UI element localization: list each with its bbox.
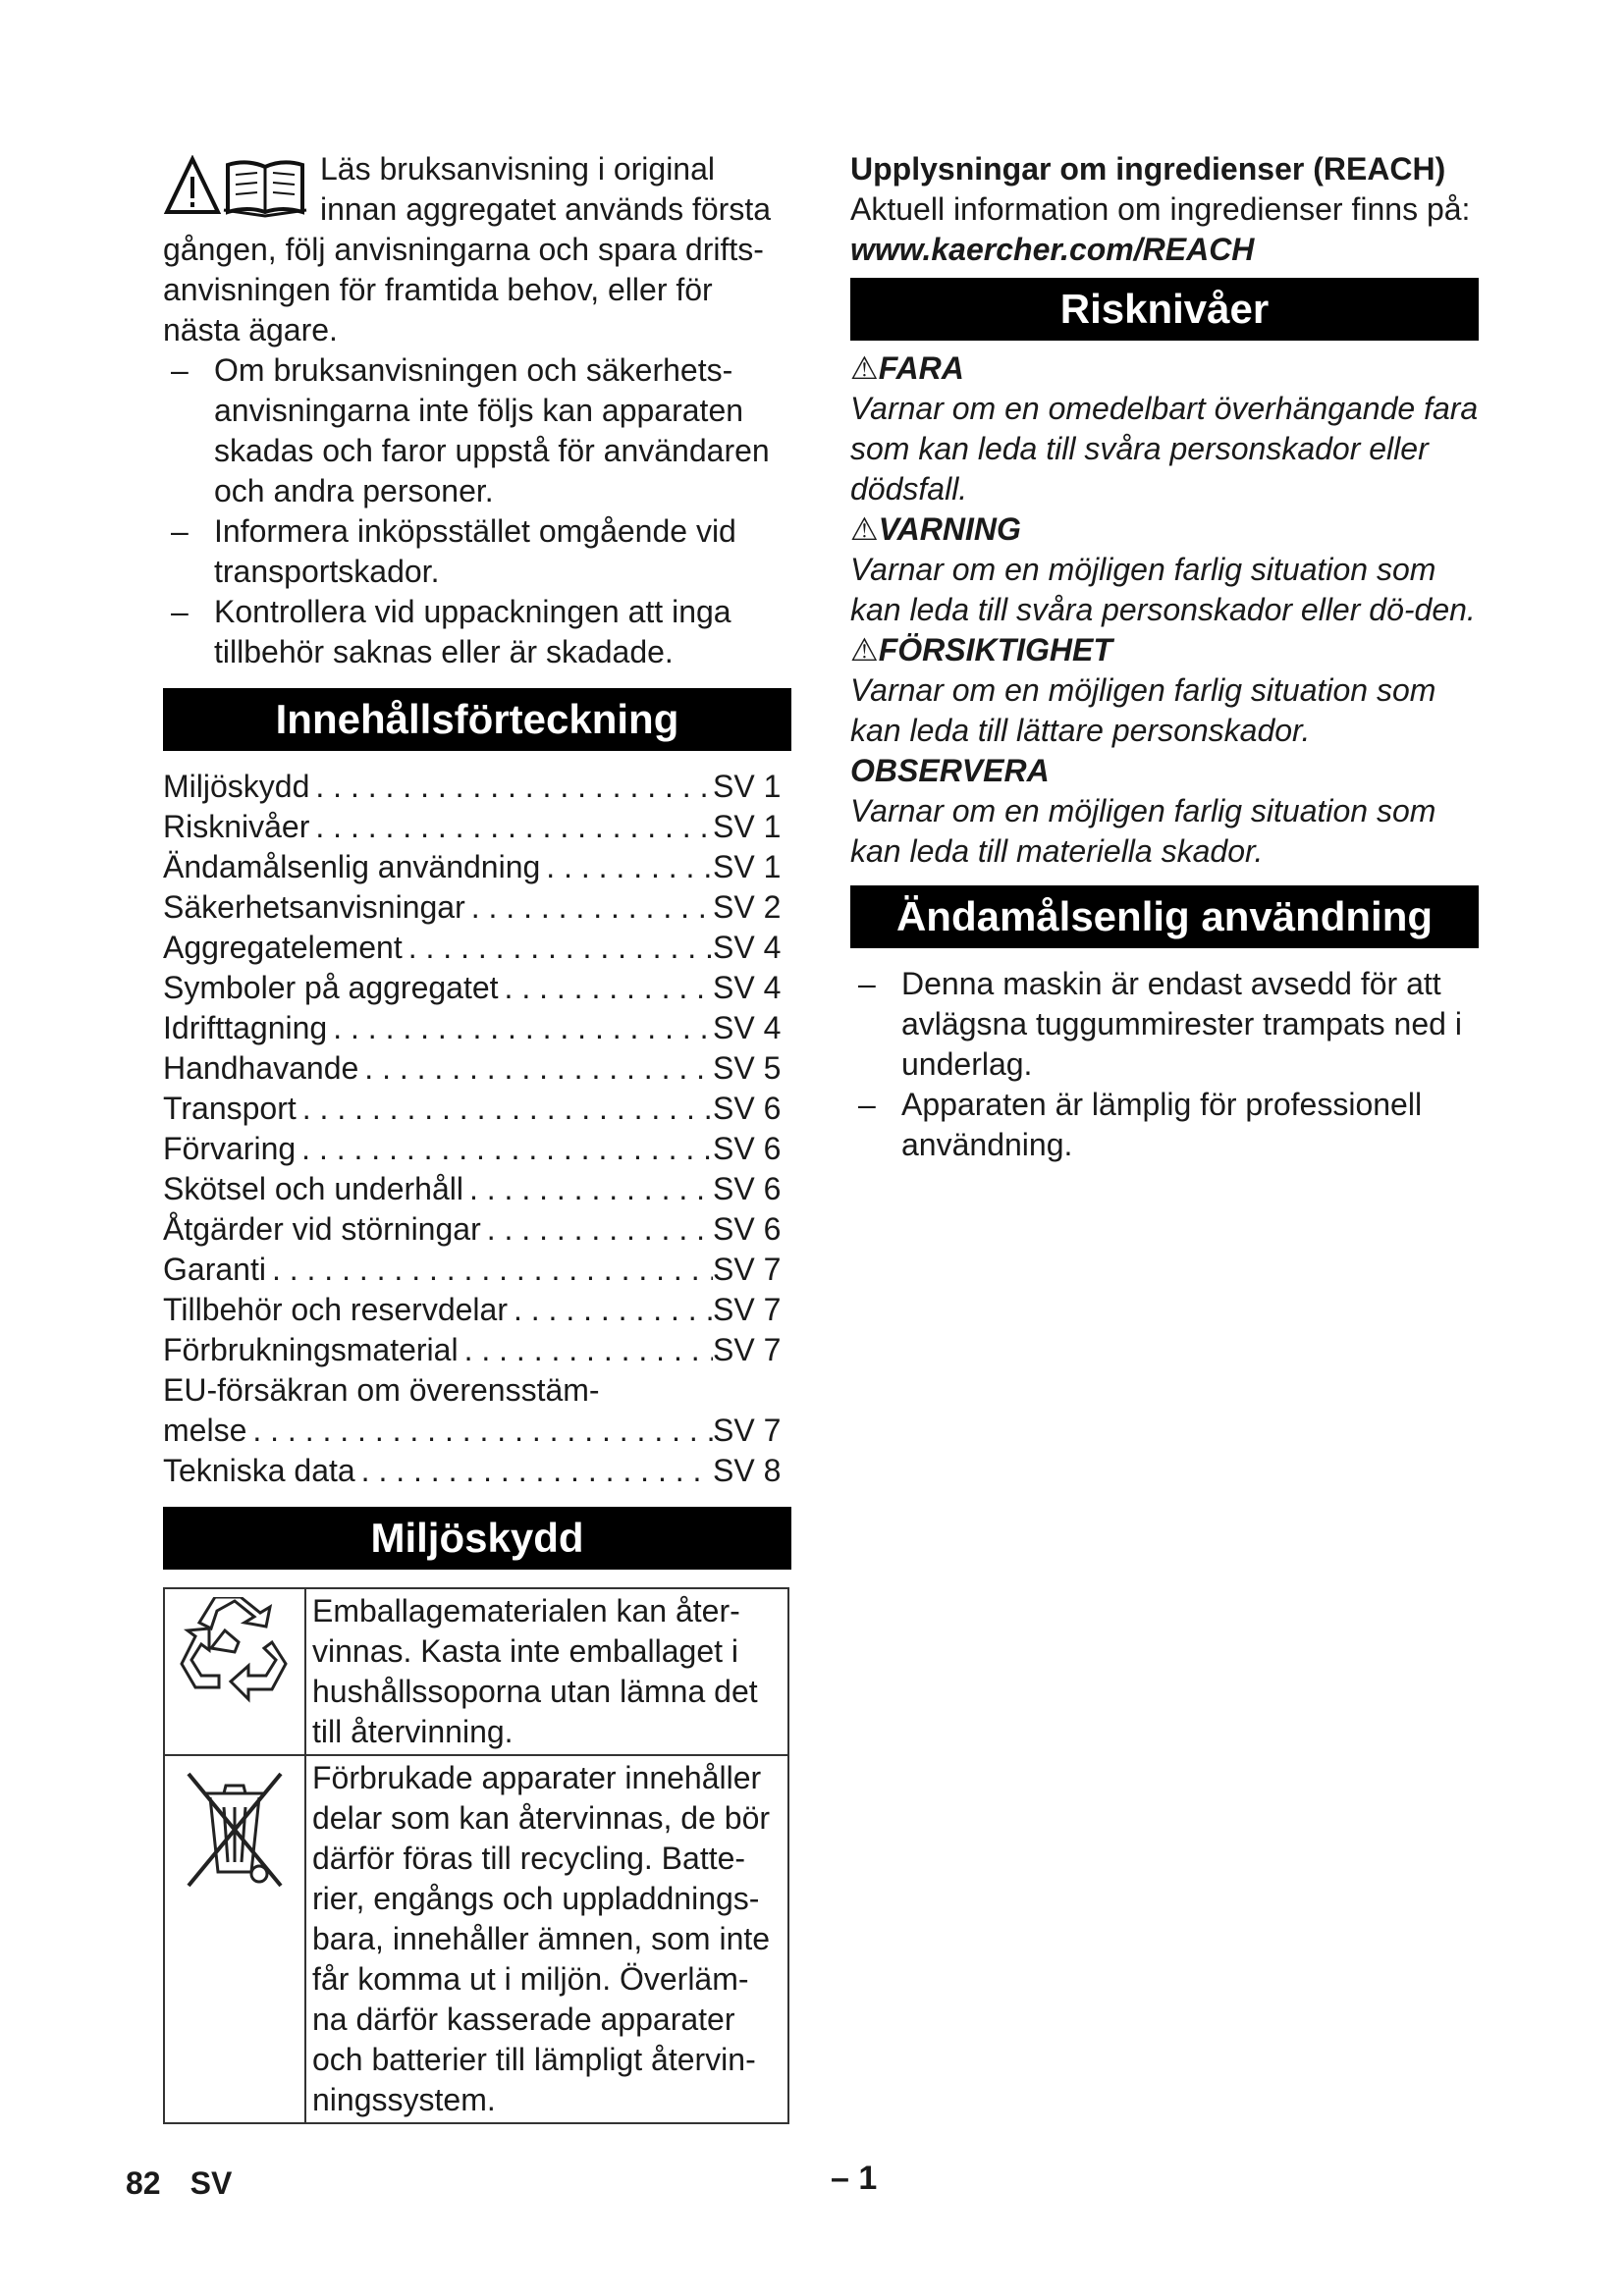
list-item: – Informera inköpsstället omgående vid transportskador.	[163, 511, 791, 592]
warning-triangle-icon	[167, 159, 218, 212]
toc-item[interactable]: Idrifttagning . . . SV 4	[163, 1008, 791, 1048]
intro-section	[163, 149, 791, 350]
language-code: SV	[189, 2165, 233, 2201]
section-page-number: – 1	[831, 2160, 878, 2197]
warning-and-manual-icon	[163, 155, 310, 218]
toc-item[interactable]: Miljöskydd . . . SV 1	[163, 767, 791, 807]
toc-item[interactable]: Skötsel och underhåll . . . SV 6	[163, 1169, 791, 1209]
manual-book-icon	[224, 162, 306, 216]
toc-item[interactable]: Aggregatelement . . . SV 4	[163, 928, 791, 968]
toc-item[interactable]: EU-försäkran om överensstäm- melse . . . SV 7	[163, 1370, 791, 1451]
risk-level: ⚠FÖRSIKTIGHET Varnar om en möjligen farlig situation som kan leda till lättare personskador.	[850, 632, 1436, 748]
use-heading: Ändamålsenlig användning	[850, 885, 1479, 948]
right-column	[850, 149, 1479, 1165]
reach-link[interactable]: www.kaercher.com/REACH	[850, 232, 1255, 267]
list-item: – Kontrollera vid uppackningen att inga tillbehör saknas eller är skadade.	[163, 592, 791, 672]
environment-text: Emballagematerialen kan åter-vinnas. Kasta inte emballaget i hushållssoporna utan lämna det till återvinning.	[305, 1588, 788, 1755]
toc-item[interactable]: Garanti . . . SV 7	[163, 1250, 791, 1290]
risk-level: OBSERVERA Varnar om en möjligen farlig situation som kan leda till materiella skador.	[850, 753, 1436, 869]
left-column	[163, 149, 791, 2124]
page-footer	[126, 2165, 232, 2202]
toc-item[interactable]: Transport . . . SV 6	[163, 1089, 791, 1129]
toc-item[interactable]: Åtgärder vid störningar . . . SV 6	[163, 1209, 791, 1250]
risk-level: ⚠VARNING Varnar om en möjligen farlig situation som kan leda till svåra personskador eller dö-den.	[850, 511, 1476, 627]
toc-item[interactable]: Tekniska data . . . SV 8	[163, 1451, 791, 1491]
recycling-icon	[176, 1597, 294, 1705]
toc-item[interactable]: Risknivåer . . . SV 1	[163, 807, 791, 847]
crossed-bin-icon	[181, 1764, 289, 1892]
environment-table	[163, 1587, 789, 2124]
intro-text: Läs bruksanvisning i original innan aggregatet används första gången, följ anvisningarna och spara drifts-anvisningen för framtida behov, eller för nästa ägare.	[163, 151, 771, 347]
risk-heading: Risknivåer	[850, 278, 1479, 341]
toc-item[interactable]: Förbrukningsmaterial . . . SV 7	[163, 1330, 791, 1370]
toc-item[interactable]: Handhavande . . . SV 5	[163, 1048, 791, 1089]
table-row	[164, 1755, 788, 2123]
toc-item-label-line1: EU-försäkran om överensstäm-	[163, 1372, 600, 1408]
table-row	[164, 1588, 788, 1755]
toc-item[interactable]: Ändamålsenlig användning . . . SV 1	[163, 847, 791, 887]
list-item: – Denna maskin är endast avsedd för att avlägsna tuggummirester trampats ned i underlag.	[850, 964, 1479, 1085]
reach-text: Aktuell information om ingredienser finns på:	[850, 191, 1471, 227]
environment-text: Förbrukade apparater innehåller delar som kan återvinnas, de bör därför föras till recycling. Batte-rier, engångs och uppladdnings-bara, innehåller ämnen, som inte får komma ut i miljön. Överläm-na därför kasserade apparater och batterier till lämpligt återvin-ningssystem.	[305, 1755, 788, 2123]
intro-bullet-list	[163, 350, 791, 672]
toc-item[interactable]: Förvaring . . . SV 6	[163, 1129, 791, 1169]
warning-triangle-icon: ⚠	[850, 632, 879, 667]
toc-item[interactable]: Tillbehör och reservdelar . . . SV 7	[163, 1290, 791, 1330]
table-of-contents	[163, 767, 791, 1491]
toc-heading: Innehållsförteckning	[163, 688, 791, 751]
list-item: – Apparaten är lämplig för professionell användning.	[850, 1085, 1479, 1165]
warning-triangle-icon: ⚠	[850, 511, 879, 547]
list-item: – Om bruksanvisningen och säkerhets-anvisningarna inte följs kan apparaten skadas och faror uppstå för användaren och andra personer.	[163, 350, 791, 511]
risk-level: ⚠FARA Varnar om en omedelbart överhängande fara som kan leda till svåra personskador eller dödsfall.	[850, 350, 1479, 507]
warning-triangle-icon: ⚠	[850, 350, 879, 386]
reach-heading: Upplysningar om ingredienser (REACH)	[850, 151, 1446, 187]
environment-heading: Miljöskydd	[163, 1507, 791, 1570]
use-bullet-list	[850, 964, 1479, 1165]
toc-item[interactable]: Symboler på aggregatet . . . SV 4	[163, 968, 791, 1008]
toc-item[interactable]: Säkerhetsanvisningar . . . SV 2	[163, 887, 791, 928]
page-number: 82	[126, 2165, 161, 2201]
